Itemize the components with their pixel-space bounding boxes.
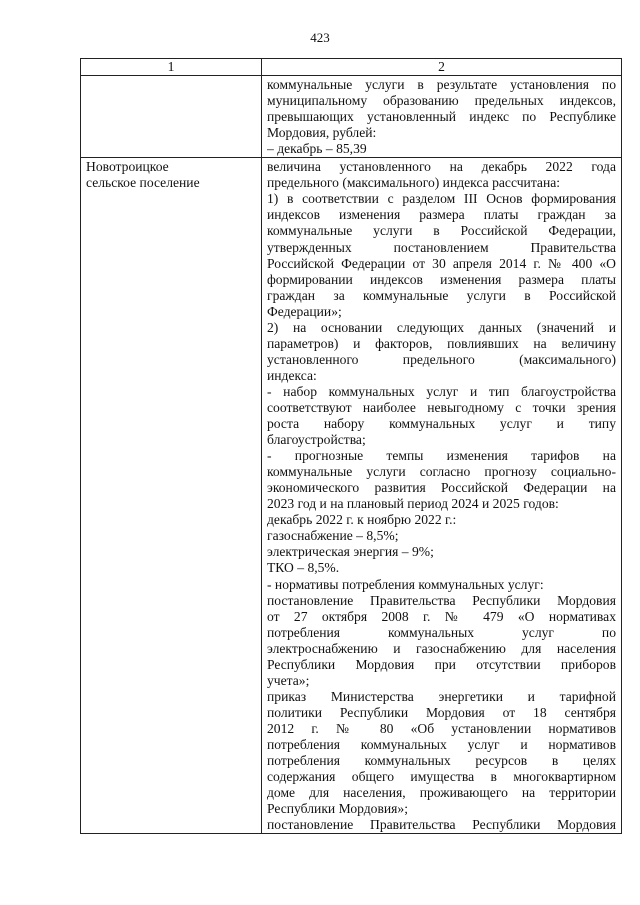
text-line: 2023 год и на плановый период 2024 и 2025 годов:	[267, 496, 559, 512]
text-line: утвержденных постановлением Правительства	[267, 239, 616, 255]
text-line: 1) в соответствии с разделом III Основ формирования	[267, 191, 616, 207]
text-line: соответствуют наиболее невыгодному с точки зрения	[267, 399, 616, 415]
text-line: благоустройства;	[267, 432, 366, 448]
text-line: параметров) и факторов, повлиявших на величину	[267, 335, 616, 351]
text-line: коммунальные услуги согласно прогнозу социально-	[267, 464, 616, 480]
text-line: коммунальные услуги в Российской Федерации,	[267, 223, 616, 239]
description-cell-settlement	[262, 158, 622, 834]
text-line: 2012 г. № 80 «Об установлении нормативов	[267, 720, 616, 736]
table-header-row	[81, 59, 622, 76]
text-line: постановление Правительства Республики Мордовия	[267, 592, 616, 608]
tariff-table	[80, 58, 622, 834]
table-row-continuation	[81, 76, 622, 158]
text-line: экономического развития Российской Федерации на	[267, 480, 616, 496]
text-line: 2) на основании следующих данных (значений и	[267, 319, 616, 335]
text-line: приказ Министерства энергетики и тарифной	[267, 688, 616, 704]
text-line: доме для населения, проживающего на территории	[267, 785, 616, 801]
text-line: потребления коммунальных услуг по	[267, 624, 616, 640]
header-col-2-label: 2	[438, 59, 445, 74]
text-line: превышающих установленный индекс по Республике	[267, 109, 616, 125]
text-line: предельного (максимального) индекса рассчитана:	[267, 175, 561, 191]
continuation-text	[267, 76, 616, 157]
header-col-1-label: 1	[167, 59, 175, 74]
text-line: роста набору коммунальных услуг и типу	[267, 416, 616, 432]
header-col-2	[262, 59, 622, 76]
text-line: от 27 октября 2008 г. № 479 «О нормативах	[267, 608, 616, 624]
settlement-name-cell	[81, 158, 262, 834]
text-line: политики Республики Мордовия от 18 сентября	[267, 704, 616, 720]
header-col-1	[81, 59, 262, 76]
text-line: Мордовия, рублей:	[267, 125, 377, 141]
text-line: электрическая энергия – 9%;	[267, 544, 434, 560]
text-line: ТКО – 8,5%.	[267, 560, 340, 576]
settlement-description-text	[267, 158, 616, 833]
text-line: муниципальному образованию предельных индексов,	[267, 93, 616, 109]
text-line: потребления коммунальных ресурсов в целях	[267, 753, 616, 769]
text-line: – декабрь – 85,39	[267, 141, 367, 157]
text-line: Российской Федерации от 30 апреля 2014 г. № 400 «О	[267, 255, 616, 271]
table-row-settlement	[81, 158, 622, 834]
text-line: коммунальные услуги в результате установления по	[267, 77, 616, 93]
text-line: декабрь 2022 г. к ноябрю 2022 г.:	[267, 512, 457, 528]
text-line: величина установленного на декабрь 2022 года	[267, 159, 616, 175]
text-line: - прогнозные темпы изменения тарифов на	[267, 448, 616, 464]
settlement-name-line: сельское поселение	[86, 175, 200, 191]
text-line: Республики Мордовия»;	[267, 801, 408, 817]
text-line: граждан за коммунальные услуги в Российской	[267, 287, 616, 303]
text-line: газоснабжение – 8,5%;	[267, 528, 399, 544]
name-cell-empty	[81, 76, 262, 158]
text-line: индекса:	[267, 367, 317, 383]
text-line: установленного предельного (максимального)	[267, 351, 616, 367]
text-line: электроснабжению и газоснабжению для населения	[267, 640, 616, 656]
text-line: индексов изменения размера платы граждан за	[267, 207, 616, 223]
text-line: - нормативы потребления коммунальных услуг:	[267, 576, 544, 592]
text-line: формировании индексов изменения размера платы	[267, 271, 616, 287]
text-line: Федерации»;	[267, 303, 342, 319]
text-line: потребления коммунальных услуг и нормативов	[267, 736, 616, 752]
text-line: - набор коммунальных услуг и тип благоустройства	[267, 383, 616, 399]
description-cell-continuation	[262, 76, 622, 158]
text-line: Республики Мордовия при отсутствии приборов	[267, 656, 616, 672]
text-line: содержания общего имущества в многоквартирном	[267, 769, 616, 785]
text-line: учета»;	[267, 672, 310, 688]
text-line: постановление Правительства Республики Мордовия	[267, 817, 616, 833]
page-number: 423	[310, 30, 330, 45]
settlement-name	[86, 158, 256, 191]
settlement-name-line: Новотроицкое	[86, 159, 169, 175]
